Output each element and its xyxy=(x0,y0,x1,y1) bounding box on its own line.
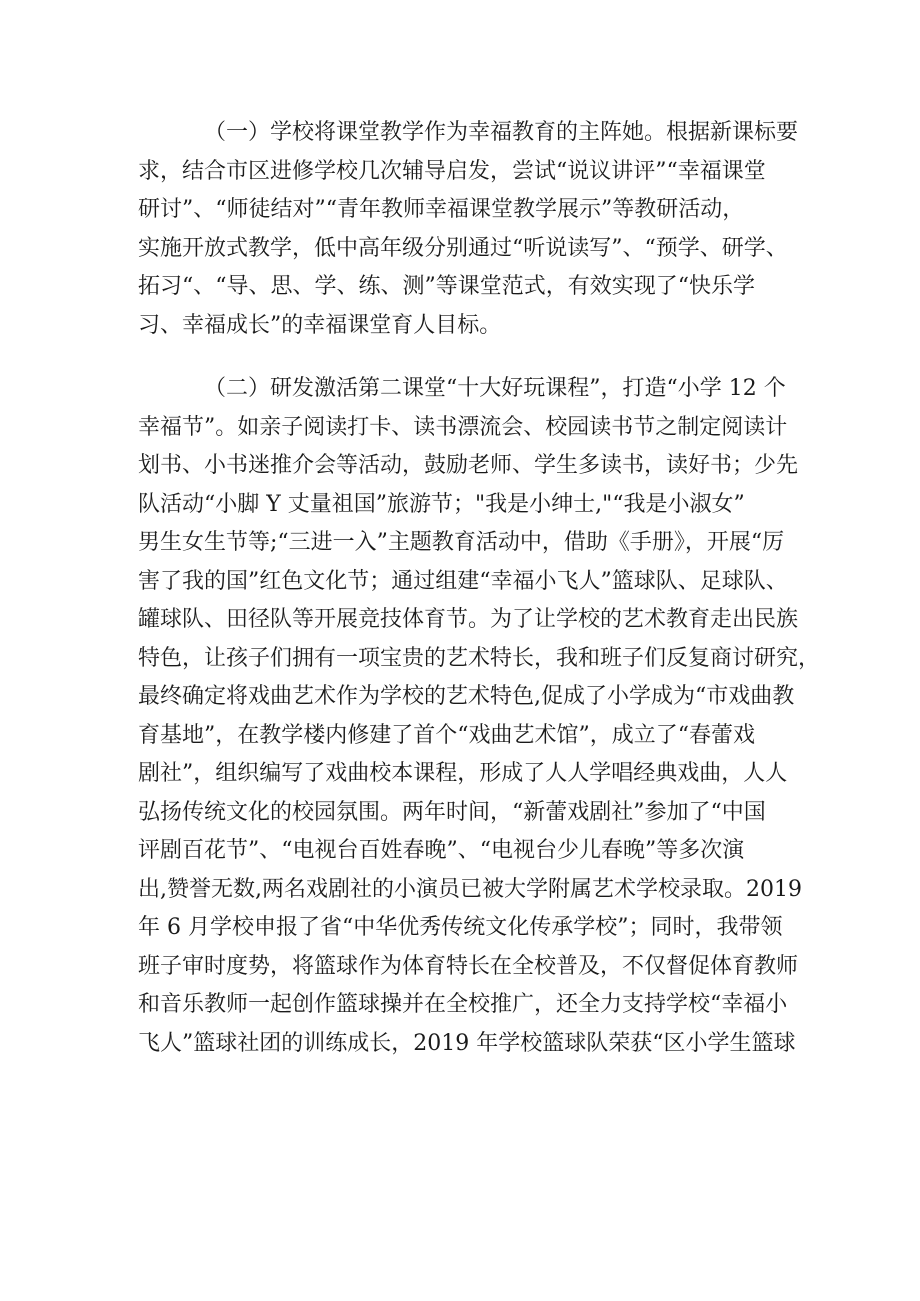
paragraph-line: （二）研发激活第二课堂“十大好玩课程”，打造“小学 12 个 xyxy=(204,376,786,401)
paragraph-line: 剧社”，组织编写了戏曲校本课程，形成了人人学唱经典戏曲，人人 xyxy=(138,761,788,786)
paragraph-line: 育基地”，在教学楼内修建了首个“戏曲艺术馆”，成立了“春蕾戏 xyxy=(138,722,755,748)
paragraph-line: 年 6 月学校申报了省“中华优秀传统文化传承学校”；同时，我带领 xyxy=(138,915,783,940)
paragraph-line: 实施开放式教学，低中高年级分别通过“听说读写”、“预学、研学、 xyxy=(138,235,788,261)
paragraph-line: 弘扬传统文化的校园氛围。两年时间，“新蕾戏剧社”参加了“中国 xyxy=(138,799,766,825)
paragraph-line: 害了我的国”红色文化节；通过组建“幸福小飞人”篮球队、足球队、 xyxy=(138,568,788,594)
paragraph-line: 求，结合市区进修学校几次辅导启发，尝试“说议讲评”“幸福课堂 xyxy=(138,158,766,184)
paragraph-line: 罐球队、田径队等开展竞技体育节。为了让学校的艺术教育走出民族 xyxy=(138,607,799,632)
paragraph-line: 最终确定将戏曲艺术作为学校的艺术特色,促成了小学成为“市戏曲教 xyxy=(138,684,795,709)
paragraph-2 xyxy=(138,370,821,1063)
paragraph-line: 评剧百花节”、“电视台百姓春晚”、“电视台少儿春晚”等多次演 xyxy=(138,838,745,863)
paragraph-line: 飞人”篮球社团的训练成长，2019 年学校篮球队荣获“区小学生篮球 xyxy=(138,1030,796,1056)
paragraph-line: 和音乐教师一起创作篮球操并在全校推广，还全力支持学校“幸福小 xyxy=(138,992,788,1017)
paragraph-line: 特色，让孩子们拥有一项宝贵的艺术特长，我和班子们反复商讨研究， xyxy=(138,645,821,671)
paragraph-line: 班子审时度势，将篮球作为体育特长在全校普及，不仅督促体育教师 xyxy=(138,953,799,979)
paragraph-line: （一）学校将课堂教学作为幸福教育的主阵她。根据新课标要 xyxy=(204,120,799,145)
paragraph-line: 习、幸福成长”的幸福课堂育人目标。 xyxy=(138,312,502,338)
paragraph-line: 男生女生节等;“三进一入”主题教育活动中，借助《手册》，开展“厉 xyxy=(138,530,785,555)
paragraph-line: 出,赞誉无数,两名戏剧社的小演员已被大学附属艺术学校录取。2019 xyxy=(138,876,802,902)
paragraph-line: 队活动“小脚 Y 丈量祖国”旅游节；"我是小绅士,"“我是小淑女” xyxy=(138,491,745,517)
paragraph-line: 拓习“、“导、思、学、练、测”等课堂范式，有效实现了“快乐学 xyxy=(138,274,755,299)
paragraph-line: 划书、小书迷推介会等活动，鼓励老师、学生多读书，读好书；少先 xyxy=(138,453,799,478)
paragraph-1 xyxy=(138,114,798,345)
paragraph-line: 幸福节”。如亲子阅读打卡、读书漂流会、校园读书节之制定阅读计 xyxy=(138,414,788,440)
paragraph-line: 研讨”、“师徒结对”“青年教师幸福课堂教学展示”等教研活动， xyxy=(138,197,745,222)
